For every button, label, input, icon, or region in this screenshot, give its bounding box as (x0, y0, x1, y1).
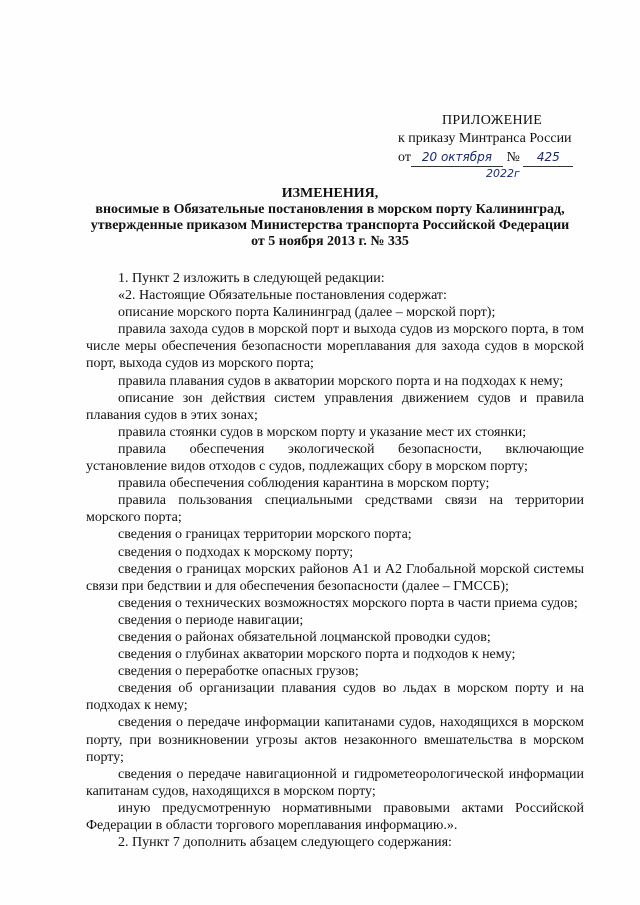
paragraph: 1. Пункт 2 изложить в следующей редакции: (118, 271, 385, 286)
paragraph: сведения о технических возможностях морского порта в части приема судов; (118, 595, 578, 611)
paragraph: иную предусмотренную нормативными правовыми актами Российской Федерации в области торгового мореплавания информацию.». (86, 800, 584, 833)
paragraph: 2. Пункт 7 дополнить абзацем следующего содержания: (118, 835, 452, 851)
paragraph: правила обеспечения экологической безопасности, включающие установление видов отходов с судов, подлежащих сбору в морском порту; (86, 441, 584, 475)
document-heading (80, 186, 580, 250)
appendix-title: ПРИЛОЖЕНИЕ (442, 113, 543, 128)
paragraph: правила захода судов в морской порт и выхода судов из морского порта, в том числе меры обеспечения безопасности мореплавания для захода судов в морской порт, выхода судов из морского порта; (86, 322, 584, 372)
paragraph: правила стоянки судов в морском порту и указание мест их стоянки; (118, 424, 527, 440)
paragraph: сведения о периоде навигации; (118, 612, 304, 628)
paragraph: сведения о районах обязательной лоцманской проводки судов; (118, 629, 491, 645)
heading-title: ИЗМЕНЕНИЯ, (281, 186, 379, 201)
appendix-order-ref: к приказу Минтранса России (398, 131, 572, 146)
date-prefix: от (398, 150, 411, 165)
handwritten-year: 2022г (486, 167, 520, 180)
document-body (86, 270, 584, 851)
paragraph: сведения о глубинах акватории морского порта и подходов к нему; (118, 647, 516, 663)
paragraph: сведения о передаче навигационной и гидрометеорологической информации капитанам судов, находящихся в морском порту; (86, 766, 584, 799)
paragraph: сведения об организации плавания судов во льдах в морском порту и на подходах к нему; (86, 681, 584, 714)
appendix-block (398, 112, 598, 180)
heading-line-3: от 5 ноября 2013 г. № 335 (251, 234, 409, 249)
paragraph: правила плавания судов в акватории морского порта и на подходах к нему; (118, 373, 564, 389)
handwritten-date: 20 октября (411, 148, 503, 167)
paragraph: сведения о передаче информации капитанами судов, находящихся в морском порту, при возникновении угрозы актов незаконного вмешательства в морском порту; (86, 715, 584, 765)
paragraph: сведения о границах морских районов А1 и А2 Глобальной морской системы связи при бедствии и для обеспечения безопасности (далее – ГМССБ); (86, 561, 584, 594)
paragraph: описание зон действия систем управления движением судов и правила плавания судов в этих зонах; (86, 390, 584, 423)
paragraph: сведения о переработке опасных грузов; (118, 664, 359, 680)
paragraph: сведения о подходах к морскому порту; (118, 544, 354, 560)
paragraph: правила пользования специальными средствами связи на территории морского порта; (86, 493, 584, 526)
heading-line-1: вносимые в Обязательные постановления в морском порту Калининград, (95, 202, 565, 217)
paragraph: описание морского порта Калининград (далее – морской порт); (118, 305, 496, 321)
paragraph: «2. Настоящие Обязательные постановления содержат: (118, 288, 447, 304)
heading-line-2: утвержденные приказом Министерства транспорта Российской Федерации (90, 218, 570, 233)
paragraph: правила обеспечения соблюдения карантина в морском порту; (118, 476, 490, 492)
handwritten-number: 425 (523, 148, 573, 167)
paragraph: сведения о границах территории морского порта; (118, 527, 412, 543)
number-sign: № (506, 150, 520, 165)
